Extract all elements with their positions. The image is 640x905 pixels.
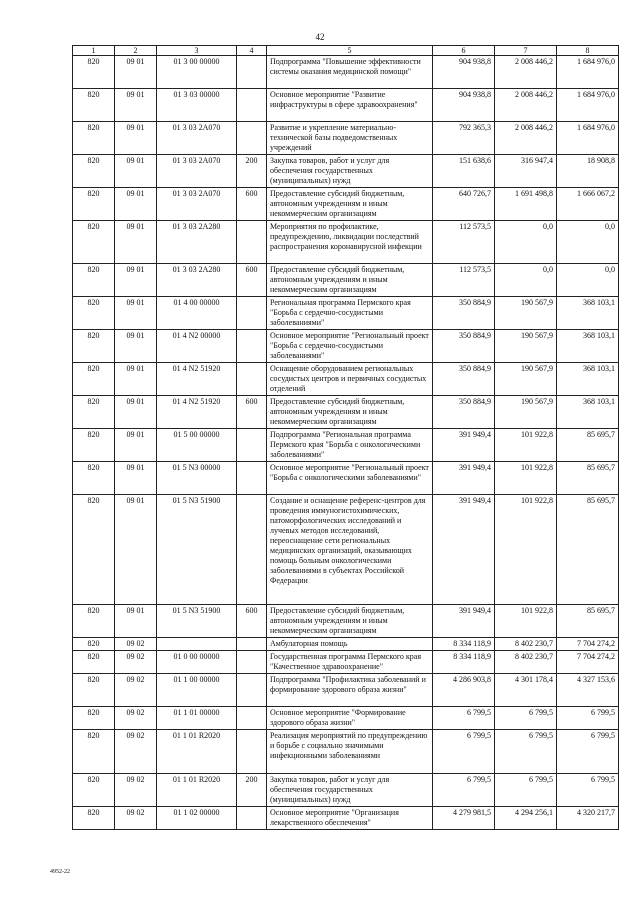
cell-target-article: 01 1 02 00000 [157, 807, 237, 830]
cell-target-article: 01 3 03 00000 [157, 89, 237, 122]
cell-amount-col6: 391 949,4 [433, 495, 495, 605]
cell-expense-type [237, 674, 267, 707]
cell-section: 09 01 [115, 221, 157, 264]
cell-amount-col8: 7 704 274,2 [557, 651, 619, 674]
cell-amount-col6: 391 949,4 [433, 462, 495, 495]
cell-expense-type [237, 495, 267, 605]
cell-amount-col6: 391 949,4 [433, 429, 495, 462]
cell-admin-code: 820 [73, 221, 115, 264]
cell-expense-type [237, 363, 267, 396]
cell-section: 09 01 [115, 462, 157, 495]
cell-target-article: 01 3 03 2А280 [157, 221, 237, 264]
cell-expense-type: 600 [237, 396, 267, 429]
cell-section: 09 01 [115, 605, 157, 638]
table-row [73, 429, 619, 462]
cell-description: Подпрограмма "Профилактика заболеваний и формирование здорового образа жизни" [267, 674, 433, 707]
cell-description: Реализация мероприятий по предупреждению и борьбе с социально значимыми инфекционными заболеваниями [267, 730, 433, 774]
cell-expense-type [237, 89, 267, 122]
cell-amount-col6: 904 938,8 [433, 89, 495, 122]
cell-amount-col7: 8 402 230,7 [495, 638, 557, 651]
cell-amount-col8: 85 695,7 [557, 605, 619, 638]
cell-amount-col6: 350 884,9 [433, 396, 495, 429]
cell-amount-col8: 1 684 976,0 [557, 56, 619, 89]
cell-amount-col6: 6 799,5 [433, 774, 495, 807]
cell-amount-col7: 101 922,8 [495, 495, 557, 605]
cell-amount-col6: 112 573,5 [433, 221, 495, 264]
cell-expense-type [237, 429, 267, 462]
cell-admin-code: 820 [73, 605, 115, 638]
cell-section: 09 01 [115, 429, 157, 462]
cell-description: Предоставление субсидий бюджетным, автономным учреждениям и иным некоммерческим организациям [267, 396, 433, 429]
cell-target-article: 01 5 N3 51900 [157, 605, 237, 638]
cell-amount-col7: 2 008 446,2 [495, 56, 557, 89]
col-header: 8 [557, 46, 619, 56]
cell-amount-col8: 18 908,8 [557, 155, 619, 188]
cell-amount-col8: 368 103,1 [557, 396, 619, 429]
cell-description: Закупка товаров, работ и услуг для обеспечения государственных (муниципальных) нужд [267, 774, 433, 807]
cell-target-article: 01 4 N2 51920 [157, 363, 237, 396]
cell-admin-code: 820 [73, 462, 115, 495]
cell-amount-col8: 85 695,7 [557, 495, 619, 605]
col-header: 5 [267, 46, 433, 56]
cell-description: Предоставление субсидий бюджетным, автономным учреждениям и иным некоммерческим организациям [267, 605, 433, 638]
table-row [73, 495, 619, 605]
table-row [73, 330, 619, 363]
cell-target-article: 01 1 01 00000 [157, 707, 237, 730]
cell-description: Закупка товаров, работ и услуг для обеспечения государственных (муниципальных) нужд [267, 155, 433, 188]
cell-amount-col7: 190 567,9 [495, 330, 557, 363]
cell-admin-code: 820 [73, 651, 115, 674]
cell-target-article: 01 1 00 00000 [157, 674, 237, 707]
cell-amount-col7: 190 567,9 [495, 363, 557, 396]
cell-section: 09 01 [115, 495, 157, 605]
cell-amount-col6: 4 279 981,5 [433, 807, 495, 830]
cell-section: 09 01 [115, 396, 157, 429]
cell-section: 09 01 [115, 330, 157, 363]
table-row [73, 605, 619, 638]
cell-amount-col7: 0,0 [495, 221, 557, 264]
cell-target-article: 01 1 01 R2020 [157, 774, 237, 807]
table-row [73, 221, 619, 264]
cell-amount-col8: 6 799,5 [557, 730, 619, 774]
col-header: 6 [433, 46, 495, 56]
cell-expense-type: 600 [237, 264, 267, 297]
cell-amount-col7: 6 799,5 [495, 774, 557, 807]
cell-target-article: 01 4 00 00000 [157, 297, 237, 330]
cell-admin-code: 820 [73, 264, 115, 297]
cell-amount-col7: 101 922,8 [495, 605, 557, 638]
cell-target-article: 01 5 N3 51900 [157, 495, 237, 605]
cell-expense-type: 200 [237, 774, 267, 807]
table-row [73, 122, 619, 155]
table-row [73, 89, 619, 122]
cell-admin-code: 820 [73, 638, 115, 651]
cell-amount-col7: 190 567,9 [495, 396, 557, 429]
table-header-row [73, 46, 619, 56]
cell-amount-col6: 391 949,4 [433, 605, 495, 638]
cell-expense-type [237, 638, 267, 651]
cell-amount-col6: 4 286 903,8 [433, 674, 495, 707]
table-row [73, 651, 619, 674]
cell-amount-col6: 151 638,6 [433, 155, 495, 188]
cell-amount-col6: 6 799,5 [433, 707, 495, 730]
table-row [73, 807, 619, 830]
cell-expense-type: 200 [237, 155, 267, 188]
table-row [73, 730, 619, 774]
cell-description: Развитие и укрепление материально-технической базы подведомственных учреждений [267, 122, 433, 155]
cell-section: 09 01 [115, 188, 157, 221]
cell-target-article: 01 3 03 2А070 [157, 122, 237, 155]
cell-target-article: 01 3 00 00000 [157, 56, 237, 89]
cell-admin-code: 820 [73, 774, 115, 807]
cell-admin-code: 820 [73, 297, 115, 330]
cell-section: 09 02 [115, 774, 157, 807]
cell-amount-col8: 4 327 153,6 [557, 674, 619, 707]
cell-expense-type [237, 707, 267, 730]
cell-amount-col6: 350 884,9 [433, 297, 495, 330]
col-header: 7 [495, 46, 557, 56]
cell-section: 09 02 [115, 674, 157, 707]
cell-expense-type [237, 221, 267, 264]
budget-table [72, 45, 619, 830]
cell-expense-type [237, 122, 267, 155]
cell-expense-type: 600 [237, 605, 267, 638]
cell-amount-col7: 4 301 178,4 [495, 674, 557, 707]
cell-amount-col7: 1 691 498,8 [495, 188, 557, 221]
col-header: 4 [237, 46, 267, 56]
cell-admin-code: 820 [73, 122, 115, 155]
cell-admin-code: 820 [73, 188, 115, 221]
cell-section: 09 01 [115, 297, 157, 330]
cell-amount-col6: 792 365,3 [433, 122, 495, 155]
cell-target-article: 01 3 03 2А070 [157, 188, 237, 221]
table-row [73, 363, 619, 396]
cell-amount-col7: 2 008 446,2 [495, 122, 557, 155]
cell-description: Основное мероприятие "Региональный проект "Борьба с онкологическими заболеваниями" [267, 462, 433, 495]
cell-admin-code: 820 [73, 707, 115, 730]
col-header: 2 [115, 46, 157, 56]
cell-description: Основное мероприятие "Региональный проект "Борьба с сердечно-сосудистыми заболеваниями" [267, 330, 433, 363]
cell-description: Предоставление субсидий бюджетным, автономным учреждениям и иным некоммерческим организациям [267, 188, 433, 221]
cell-amount-col7: 0,0 [495, 264, 557, 297]
cell-section: 09 02 [115, 730, 157, 774]
cell-expense-type: 600 [237, 188, 267, 221]
cell-section: 09 01 [115, 122, 157, 155]
cell-amount-col6: 640 726,7 [433, 188, 495, 221]
cell-target-article [157, 638, 237, 651]
cell-amount-col6: 8 334 118,9 [433, 638, 495, 651]
cell-description: Региональная программа Пермского края "Борьба с сердечно-сосудистыми заболеваниями" [267, 297, 433, 330]
cell-amount-col8: 0,0 [557, 221, 619, 264]
cell-amount-col6: 6 799,5 [433, 730, 495, 774]
table-row [73, 396, 619, 429]
cell-expense-type [237, 462, 267, 495]
cell-amount-col7: 6 799,5 [495, 707, 557, 730]
cell-expense-type [237, 730, 267, 774]
cell-amount-col7: 4 294 256,1 [495, 807, 557, 830]
cell-amount-col8: 368 103,1 [557, 363, 619, 396]
cell-amount-col8: 85 695,7 [557, 429, 619, 462]
cell-amount-col8: 6 799,5 [557, 774, 619, 807]
cell-amount-col7: 190 567,9 [495, 297, 557, 330]
cell-description: Подпрограмма "Региональная программа Пермского края "Борьба с онкологическими заболеваниями" [267, 429, 433, 462]
cell-section: 09 02 [115, 651, 157, 674]
cell-section: 09 01 [115, 89, 157, 122]
cell-section: 09 01 [115, 363, 157, 396]
cell-amount-col8: 368 103,1 [557, 297, 619, 330]
cell-amount-col8: 7 704 274,2 [557, 638, 619, 651]
cell-amount-col6: 350 884,9 [433, 330, 495, 363]
cell-section: 09 01 [115, 155, 157, 188]
cell-target-article: 01 0 00 00000 [157, 651, 237, 674]
cell-section: 09 01 [115, 264, 157, 297]
table-row [73, 155, 619, 188]
cell-section: 09 01 [115, 56, 157, 89]
cell-target-article: 01 3 03 2А280 [157, 264, 237, 297]
cell-description: Основное мероприятие "Формирование здорового образа жизни" [267, 707, 433, 730]
cell-expense-type [237, 807, 267, 830]
cell-description: Мероприятия по профилактике, предупреждению, ликвидации последствий распространения коронавирусной инфекции [267, 221, 433, 264]
document-code: 4952-22 [50, 869, 70, 875]
cell-amount-col8: 6 799,5 [557, 707, 619, 730]
cell-admin-code: 820 [73, 429, 115, 462]
cell-amount-col6: 8 334 118,9 [433, 651, 495, 674]
cell-description: Предоставление субсидий бюджетным, автономным учреждениям и иным некоммерческим организациям [267, 264, 433, 297]
table-row [73, 638, 619, 651]
cell-amount-col6: 904 938,8 [433, 56, 495, 89]
cell-amount-col7: 101 922,8 [495, 429, 557, 462]
cell-target-article: 01 4 N2 00000 [157, 330, 237, 363]
page-number: 42 [315, 32, 325, 42]
cell-description: Создание и оснащение референс-центров для проведения иммуногистохимических, патоморфологических исследований и лучевых методов исследований, переоснащение сети региональных медицинских организаций, оказывающих помощь больным онкологическими заболеваниями в субъектах Российской Федерации [267, 495, 433, 605]
cell-description: Подпрограмма "Повышение эффективности системы оказания медицинской помощи" [267, 56, 433, 89]
cell-admin-code: 820 [73, 730, 115, 774]
cell-target-article: 01 1 01 R2020 [157, 730, 237, 774]
cell-amount-col7: 6 799,5 [495, 730, 557, 774]
table-row [73, 264, 619, 297]
cell-target-article: 01 3 03 2А070 [157, 155, 237, 188]
cell-admin-code: 820 [73, 89, 115, 122]
cell-expense-type [237, 297, 267, 330]
cell-amount-col8: 1 684 976,0 [557, 89, 619, 122]
table-row [73, 56, 619, 89]
cell-expense-type [237, 56, 267, 89]
cell-admin-code: 820 [73, 396, 115, 429]
cell-admin-code: 820 [73, 495, 115, 605]
cell-description: Государственная программа Пермского края "Качественное здравоохранение" [267, 651, 433, 674]
cell-target-article: 01 5 00 00000 [157, 429, 237, 462]
cell-amount-col7: 316 947,4 [495, 155, 557, 188]
cell-section: 09 02 [115, 638, 157, 651]
cell-description: Амбулаторная помощь [267, 638, 433, 651]
cell-amount-col8: 368 103,1 [557, 330, 619, 363]
cell-amount-col8: 4 320 217,7 [557, 807, 619, 830]
cell-expense-type [237, 330, 267, 363]
cell-amount-col7: 2 008 446,2 [495, 89, 557, 122]
cell-admin-code: 820 [73, 363, 115, 396]
table-row [73, 774, 619, 807]
cell-target-article: 01 5 N3 00000 [157, 462, 237, 495]
cell-amount-col6: 350 884,9 [433, 363, 495, 396]
cell-section: 09 02 [115, 707, 157, 730]
cell-amount-col7: 101 922,8 [495, 462, 557, 495]
cell-amount-col6: 112 573,5 [433, 264, 495, 297]
table-row [73, 188, 619, 221]
cell-amount-col8: 1 666 067,2 [557, 188, 619, 221]
table-row [73, 297, 619, 330]
col-header: 3 [157, 46, 237, 56]
cell-admin-code: 820 [73, 674, 115, 707]
cell-expense-type [237, 651, 267, 674]
cell-admin-code: 820 [73, 330, 115, 363]
cell-amount-col8: 1 684 976,0 [557, 122, 619, 155]
table-row [73, 674, 619, 707]
cell-description: Оснащение оборудованием региональных сосудистых центров и первичных сосудистых отделений [267, 363, 433, 396]
cell-admin-code: 820 [73, 155, 115, 188]
cell-description: Основное мероприятие "Организация лекарственного обеспечения" [267, 807, 433, 830]
table-row [73, 462, 619, 495]
cell-admin-code: 820 [73, 807, 115, 830]
cell-amount-col8: 0,0 [557, 264, 619, 297]
table-row [73, 707, 619, 730]
cell-amount-col7: 8 402 230,7 [495, 651, 557, 674]
cell-description: Основное мероприятие "Развитие инфраструктуры в сфере здравоохранения" [267, 89, 433, 122]
cell-section: 09 02 [115, 807, 157, 830]
cell-admin-code: 820 [73, 56, 115, 89]
col-header: 1 [73, 46, 115, 56]
cell-amount-col8: 85 695,7 [557, 462, 619, 495]
cell-target-article: 01 4 N2 51920 [157, 396, 237, 429]
